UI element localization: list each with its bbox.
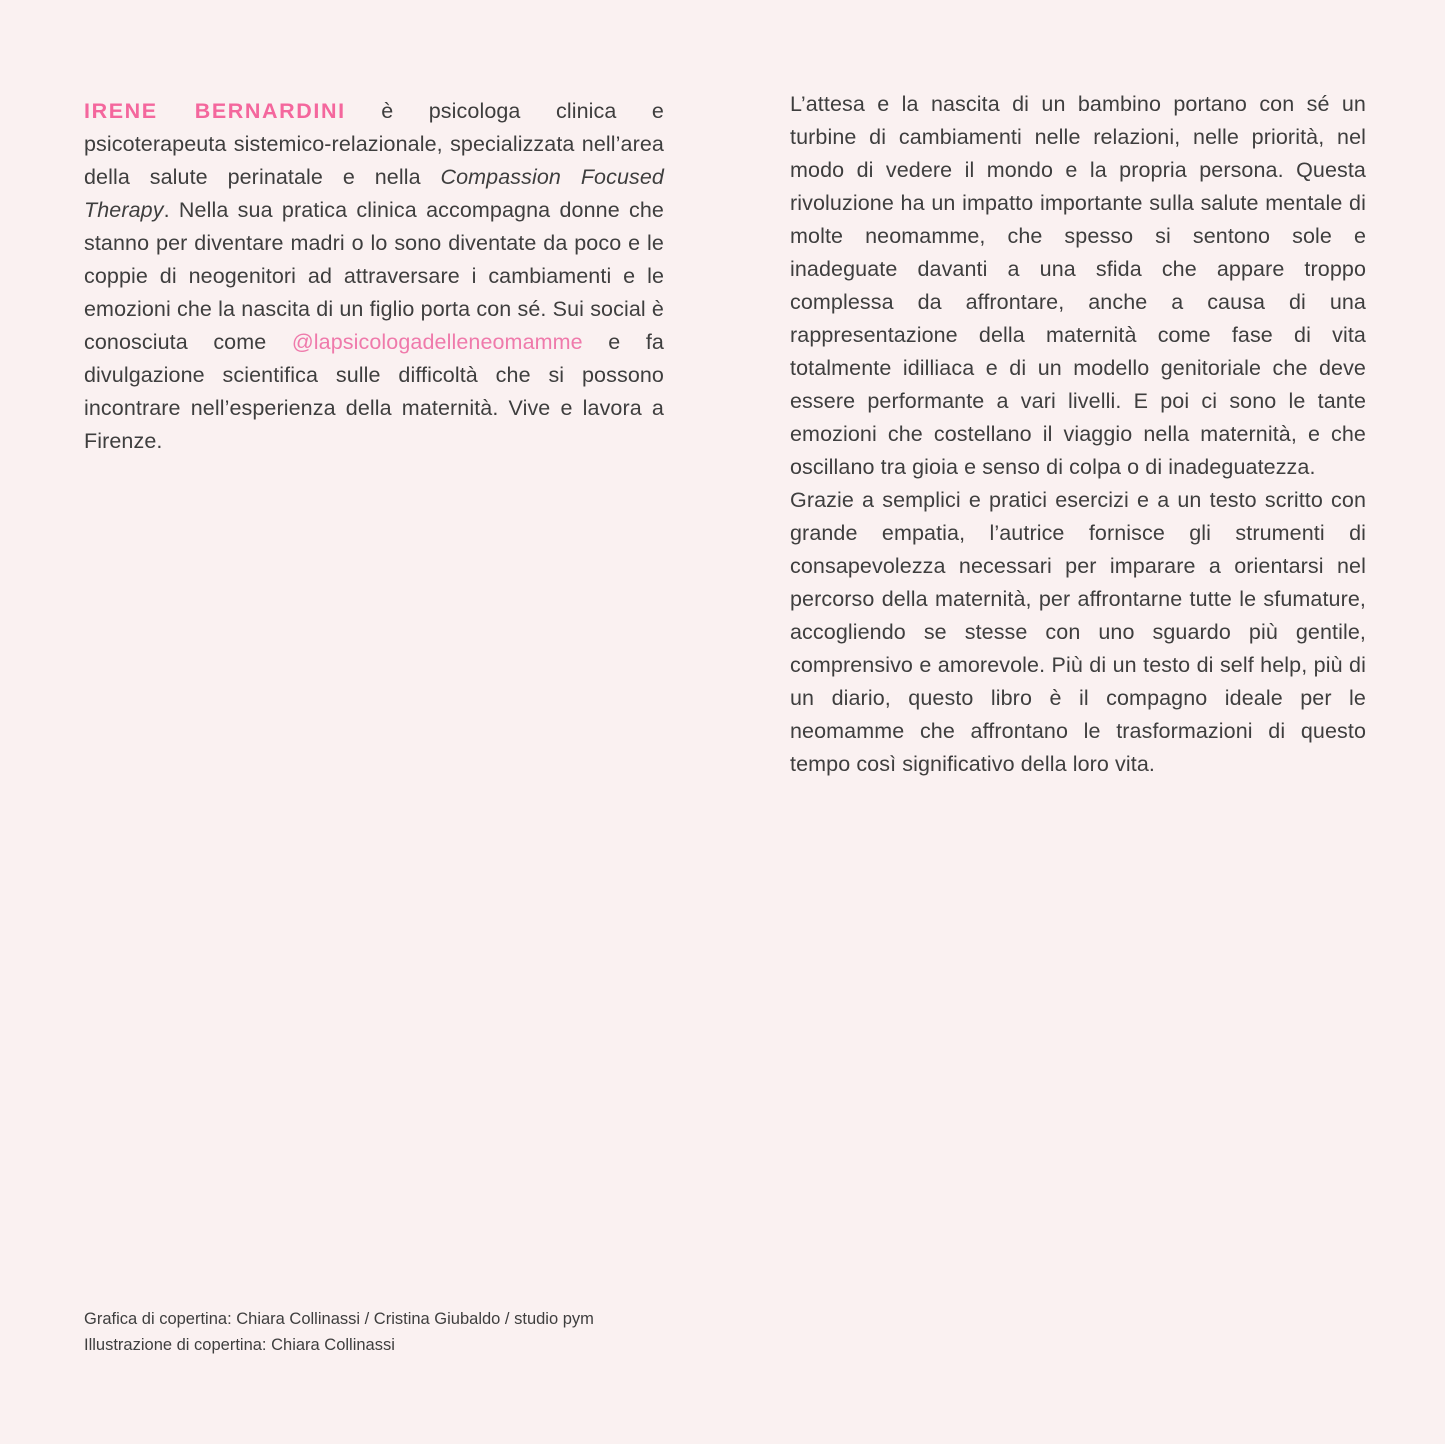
bio-text: e fa divulgazione scientifica sulle difficoltà che si possono incontrare nell’esperienza della maternità. Vive e lavora a Firenze. bbox=[84, 330, 664, 453]
description-paragraph-2: Grazie a semplici e pratici esercizi e a un testo scritto con grande empatia, l’autrice fornisce gli strumenti di consapevolezza necessari per imparare a orientarsi nel percorso della maternità, per affrontarne tutte le sfumature, accogliendo se stesse con uno sguardo più gentile, comprensivo e amorevole. Più di un testo di self help, più di un diario, questo libro è il compagno ideale per le neomamme che affrontano le trasformazioni di questo tempo così significativo della loro vita. bbox=[790, 488, 1366, 776]
bio-text: . Nella sua pratica clinica accompagna donne che stanno per diventare madri o lo sono diventate da poco e le coppie di neogenitori ad attraversare i cambiamenti e le emozioni che la nascita di un figlio porta con sé. Sui social è conosciuta come bbox=[84, 198, 664, 354]
credits-line-cover-design: Grafica di copertina: Chiara Collinassi / Cristina Giubaldo / studio pym bbox=[84, 1310, 594, 1328]
credits-block bbox=[84, 1306, 784, 1358]
bio-text: è psicologa clinica e psicoterapeuta sistemico-relazionale, specializzata nell’area della salute perinatale e nella bbox=[84, 99, 664, 189]
book-description-column bbox=[790, 88, 1366, 781]
author-bio-paragraph bbox=[84, 95, 664, 458]
description-paragraph-1: L’attesa e la nascita di un bambino portano con sé un turbine di cambiamenti nelle relazioni, nelle priorità, nel modo di vedere il mondo e la propria persona. Questa rivoluzione ha un impatto importante sulla salute mentale di molte neomamme, che spesso si sentono sole e inadeguate davanti a una sfida che appare troppo complessa da affrontare, anche a causa di una rappresentazione della maternità come fase di vita totalmente idilliaca e di un modello genitoriale che deve essere performante a vari livelli. E poi ci sono le tante emozioni che costellano il viaggio nella maternità, e che oscillano tra gioia e senso di colpa o di inadeguatezza. bbox=[790, 92, 1366, 479]
author-name: IRENE BERNARDINI bbox=[84, 99, 346, 123]
credits-line-cover-illustration: Illustrazione di copertina: Chiara Collinassi bbox=[84, 1336, 395, 1354]
instagram-handle: @lapsicologadelleneomamme bbox=[291, 330, 583, 354]
author-bio-column bbox=[84, 95, 664, 458]
therapy-name-italic: Compassion Focused Therapy bbox=[84, 165, 664, 222]
